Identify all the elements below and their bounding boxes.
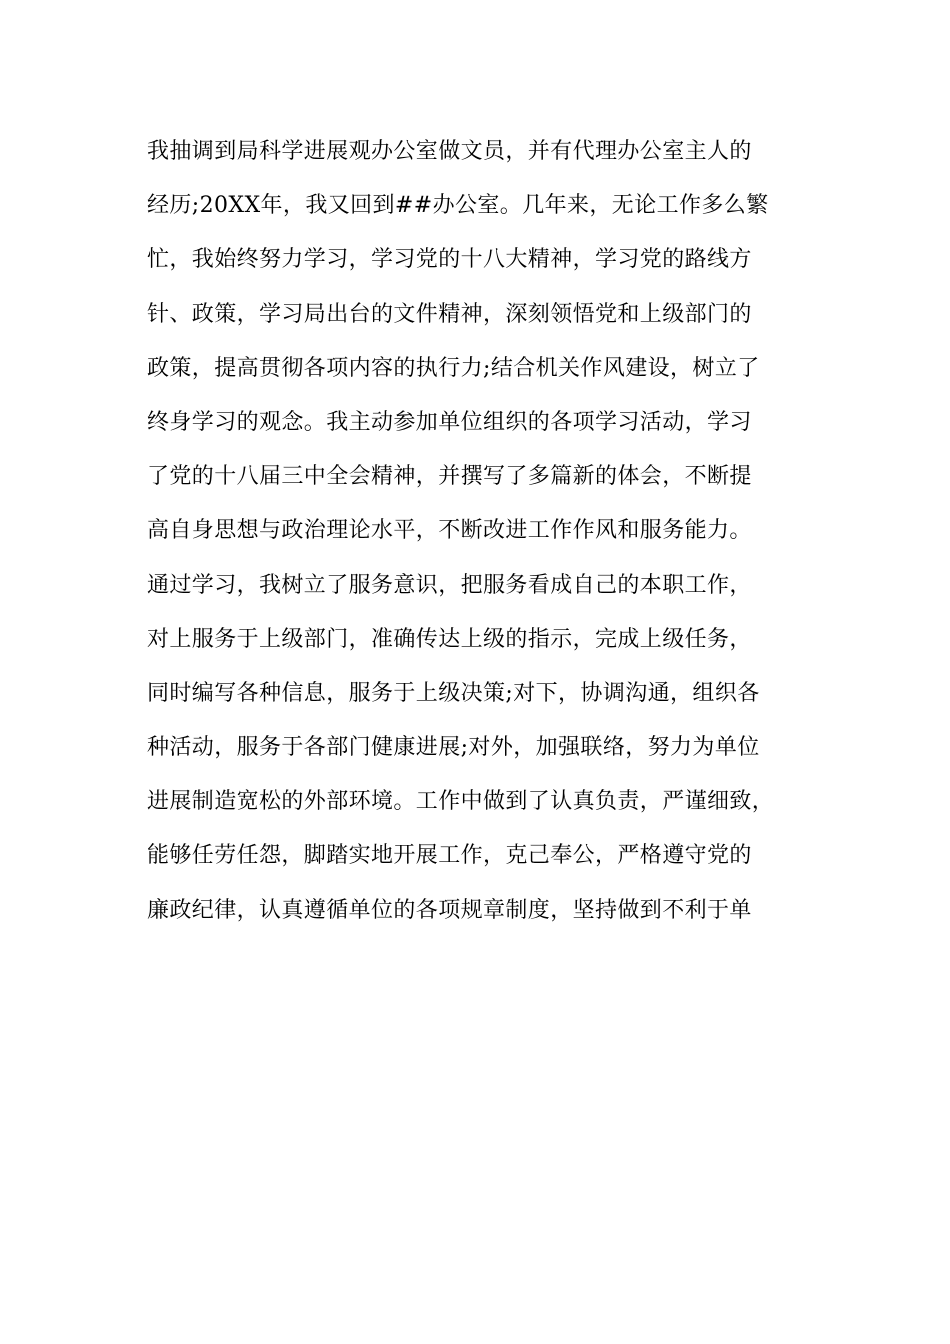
text-line: 能够任劳任怨，脚踏实地开展工作，克己奉公，严格遵守党的 (147, 843, 752, 869)
text-line: 忙，我始终努力学习，学习党的十八大精神，学习党的路线方 (147, 247, 752, 273)
text-line: 政策，提高贯彻各项内容的执行力;结合机关作风建设，树立了 (147, 355, 760, 381)
text-line: 我抽调到局科学进展观办公室做文员，并有代理办公室主人的 (147, 139, 752, 164)
body-text (147, 131, 817, 944)
text-line: 通过学习，我树立了服务意识，把服务看成自己的本职工作， (147, 572, 752, 598)
text-line: 进展制造宽松的外部环境。工作中做到了认真负责，严谨细致， (147, 789, 775, 815)
text-line: 了党的十八届三中全会精神，并撰写了多篇新的体会，不断提 (147, 464, 752, 490)
text-line: 针、政策，学习局出台的文件精神，深刻领悟党和上级部门的 (147, 301, 752, 327)
text-line: 终身学习的观念。我主动参加单位组织的各项学习活动，学习 (147, 409, 752, 435)
text-line: 同时编写各种信息，服务于上级决策;对下，协调沟通，组织各 (147, 680, 760, 706)
text-line: 经历;20XX年，我又回到##办公室。几年来，无论工作多么繁 (147, 193, 769, 219)
text-line: 高自身思想与政治理论水平，不断改进工作作风和服务能力。 (147, 518, 752, 544)
text-line: 廉政纪律，认真遵循单位的各项规章制度，坚持做到不利于单 (147, 897, 752, 923)
text-line: 对上服务于上级部门，准确传达上级的指示，完成上级任务， (147, 626, 752, 652)
text-line: 种活动，服务于各部门健康进展;对外，加强联络，努力为单位 (147, 735, 760, 761)
